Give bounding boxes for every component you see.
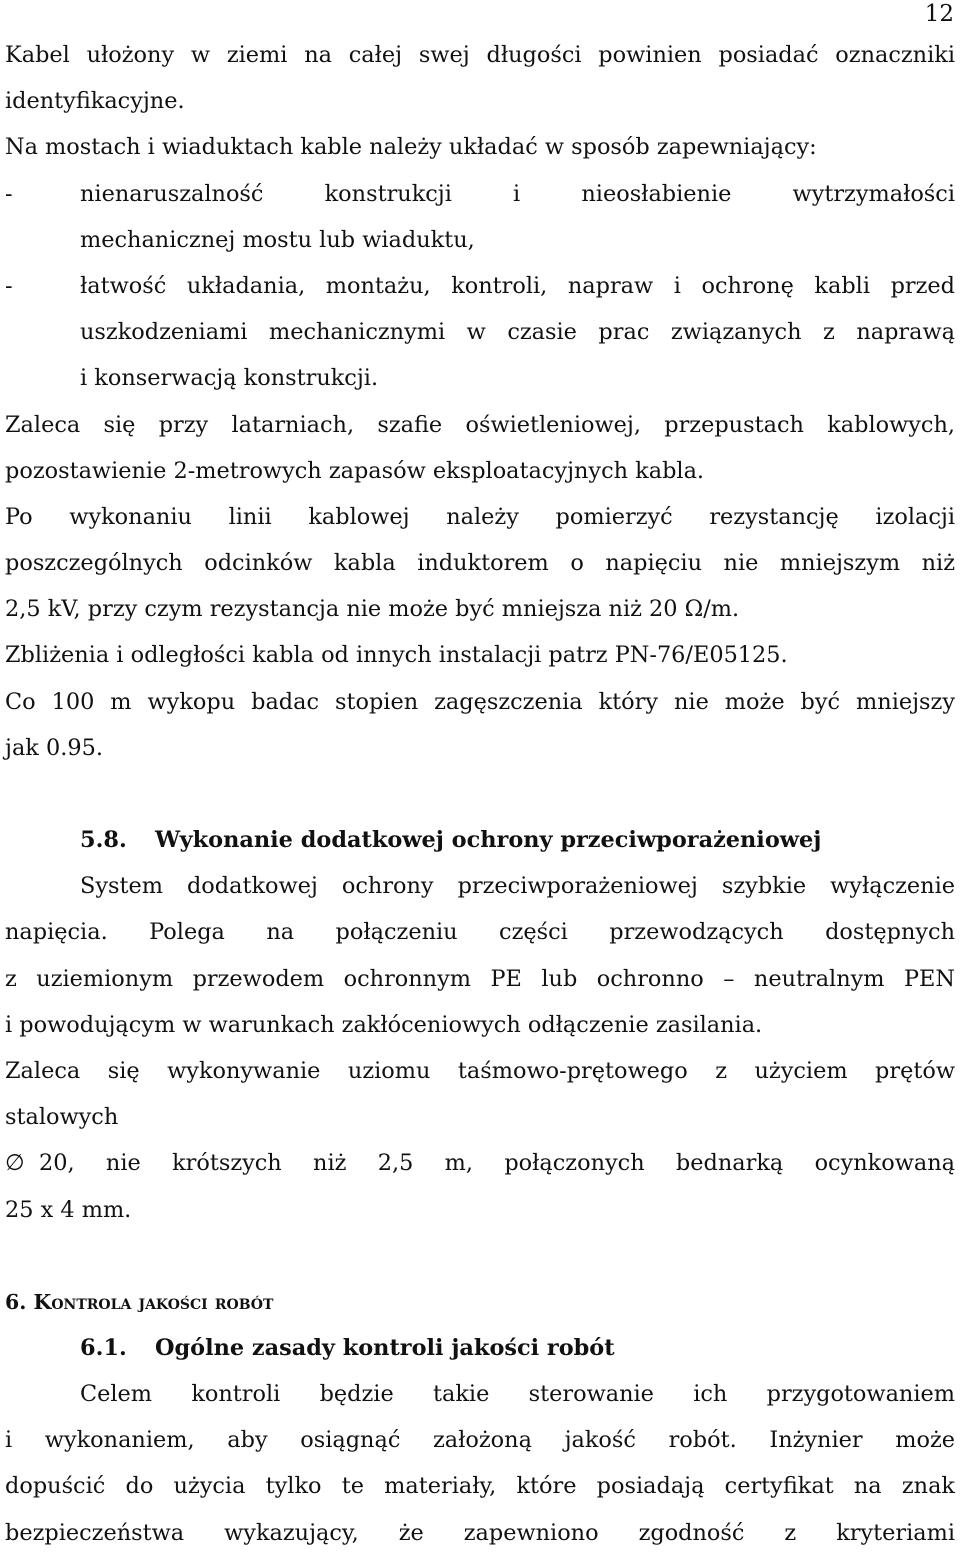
section-title: Ogólne zasady kontroli jakości robót: [155, 1334, 615, 1361]
text-line: Zbliżenia i odległości kabla od innych instalacji patrz PN-76/E05125.: [5, 642, 788, 669]
section-heading-6: [5, 1279, 955, 1325]
text-line: Kabel ułożony w ziemi na całej swej długości powinien posiadać oznaczniki: [5, 42, 955, 68]
section-number: 6.1.: [80, 1334, 127, 1361]
text-line: 25 x 4 mm.: [5, 1196, 132, 1223]
text-line: i powodującym w warunkach zakłóceniowych odłączenie zasilania.: [5, 1011, 763, 1038]
text-line: Po wykonaniu linii kablowej należy pomierzyć rezystancję izolacji: [5, 503, 955, 530]
text-line: i konserwacją konstrukcji.: [80, 365, 379, 392]
text-line-content: 20, nie krótszych niż 2,5 m, połączonych bednarką ocynkowaną: [39, 1150, 955, 1177]
text-line: i wykonaniem, aby osiągnąć założoną jakość robót. Inżynier może: [5, 1427, 955, 1454]
section-number: 5.8.: [80, 827, 127, 853]
text-line: [5, 1140, 955, 1186]
paragraph-bridges: [5, 124, 955, 170]
text-line: poszczególnych odcinków kabla induktorem o napięciu nie mniejszym niż: [5, 550, 955, 577]
text-line: Zaleca się przy latarniach, szafie oświetleniowej, przepustach kablowych,: [5, 411, 955, 438]
text-line: mechanicznej mostu lub wiaduktu,: [80, 226, 475, 253]
page-number: 12: [924, 1, 954, 27]
paragraph-cable-markers: [5, 32, 955, 124]
text-line: 2,5 kV, przy czym rezystancja nie może być mniejsza niż 20 Ω/m.: [5, 596, 740, 623]
text-line: System dodatkowej ochrony przeciwporażeniowej szybkie wyłączenie: [80, 873, 955, 900]
text-line: Co 100 m wykopu badac stopien zagęszczenia który nie może być mniejszy: [5, 688, 955, 715]
text-line: Zaleca się wykonywanie uziomu taśmowo-prętowego z użyciem prętów: [5, 1057, 955, 1084]
paragraph-reserves: [5, 402, 955, 494]
paragraph-insulation: [5, 494, 955, 633]
text-line: bezpieczeństwa wykazujący, że zapewniono zgodność z kryteriami: [5, 1519, 955, 1546]
list-dash: -: [5, 180, 13, 207]
paragraph-grounding: [5, 1048, 955, 1140]
section-title: Wykonanie dodatkowej ochrony przeciwporażeniowej: [155, 827, 822, 853]
spacer: [5, 1233, 955, 1279]
list-dash: -: [5, 272, 13, 299]
section-title: Kontrola jakości robót: [33, 1289, 274, 1314]
text-line: łatwość układania, montażu, kontroli, napraw i ochronę kabli przed: [80, 272, 955, 299]
spacer: [5, 771, 955, 817]
list-item-ease: [5, 263, 955, 402]
paragraph-distances: [5, 632, 955, 678]
section-heading-5-8: [5, 817, 955, 863]
text-line: napięcia. Polega na połączeniu części przewodzących dostępnych: [5, 919, 955, 946]
text-line: stalowych: [5, 1104, 119, 1131]
text-line: Na mostach i wiaduktach kable należy układać w sposób zapewniający:: [5, 134, 817, 161]
text-line: identyfikacyjne.: [5, 88, 185, 115]
paragraph-protection-system: [5, 863, 955, 1048]
section-heading-6-1: [5, 1325, 955, 1371]
text-line: dopuścić do użycia tylko te materiały, które posiadają certyfikat na znak: [5, 1473, 955, 1500]
section-number: 6.: [5, 1289, 27, 1314]
text-line: pozostawienie 2-metrowych zapasów eksploatacyjnych kabla.: [5, 457, 705, 484]
text-line: nienaruszalność konstrukcji i nieosłabienie wytrzymałości: [80, 180, 955, 207]
text-line: uszkodzeniami mechanicznymi w czasie prac związanych z naprawą: [80, 319, 955, 346]
paragraph-rods: [5, 1140, 955, 1232]
paragraph-compaction: [5, 679, 955, 771]
document-body: [5, 32, 955, 1556]
text-line: jak 0.95.: [5, 734, 103, 761]
text-line: Celem kontroli będzie takie sterowanie ich przygotowaniem: [80, 1381, 955, 1408]
paragraph-quality-control: [5, 1371, 955, 1556]
list-item-integrity: [5, 171, 955, 263]
text-line: z uziemionym przewodem ochronnym PE lub ochronno – neutralnym PEN: [5, 965, 955, 992]
diameter-symbol: ∅: [5, 1150, 25, 1177]
